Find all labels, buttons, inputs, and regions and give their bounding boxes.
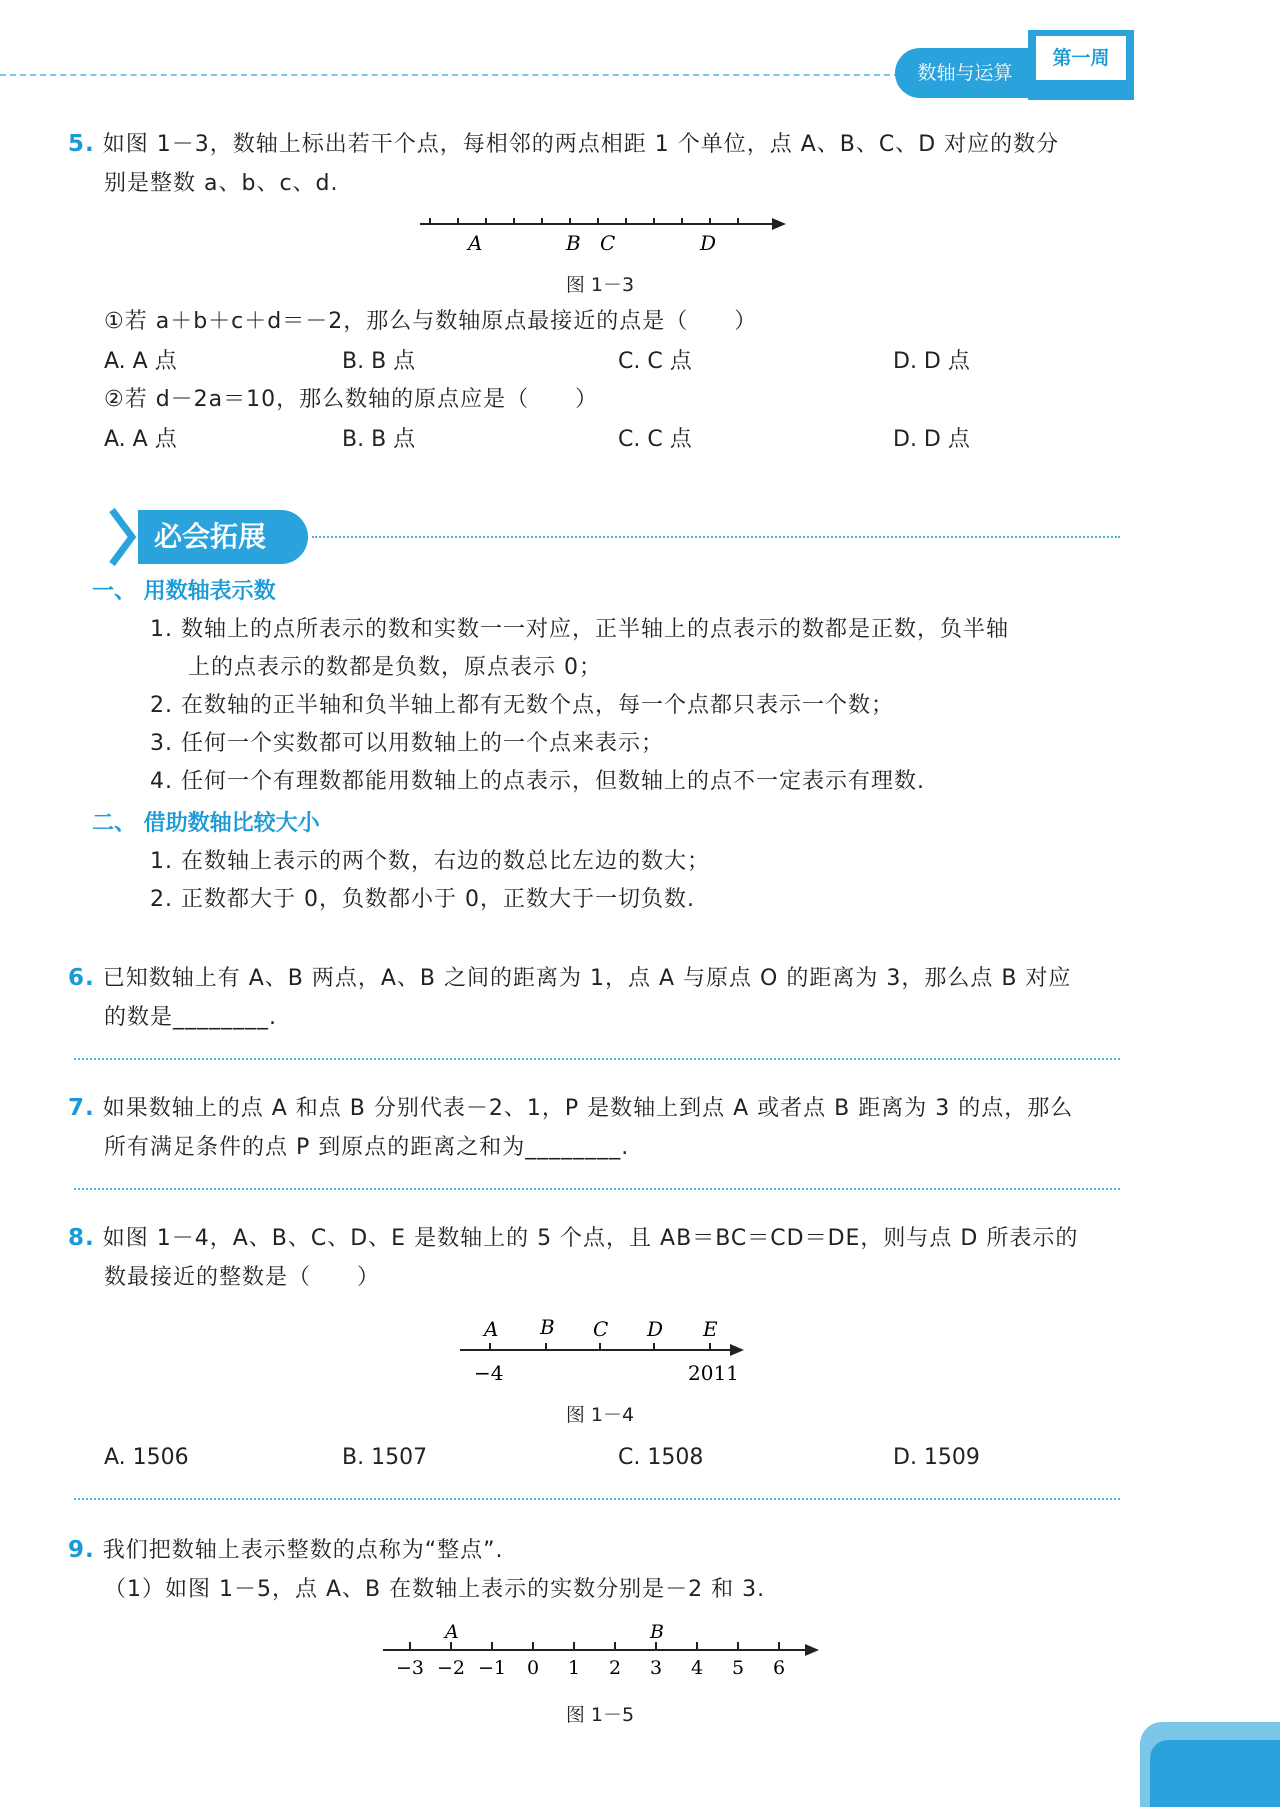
figure-1-4-number-line xyxy=(450,1312,750,1388)
divider-q8 xyxy=(74,1498,1120,1500)
fig15-tick-label: 4 xyxy=(690,1657,704,1679)
extension-banner xyxy=(138,510,308,564)
fig15-label-a: A xyxy=(445,1621,459,1643)
figure-1-5-number-line xyxy=(375,1620,825,1680)
q8-option-a: A. 1506 xyxy=(104,1445,189,1470)
fig14-value-left: −4 xyxy=(474,1361,504,1385)
q5-sub2-option-b: B. B 点 xyxy=(342,427,416,452)
extension-banner-title: 必会拓展 xyxy=(154,520,267,553)
fig15-label-b: B xyxy=(650,1621,664,1643)
q7-text-line2: 所有满足条件的点 P 到原点的距离之和为________. xyxy=(104,1135,630,1160)
header-dashed-line xyxy=(0,74,900,76)
q6-text-line1: 6. 已知数轴上有 A、B 两点，A、B 之间的距离为 1，点 A 与原点 O 的距离为 3，那么点 B 对应 xyxy=(68,965,1072,991)
fig15-tick-label: 1 xyxy=(567,1657,581,1679)
fig15-ticks xyxy=(410,1642,779,1650)
fig14-label-c: C xyxy=(593,1317,609,1341)
fig14-label-b: B xyxy=(540,1315,555,1339)
q5-sub2-option-d: D. D 点 xyxy=(893,427,970,452)
fig15-tick-label: 5 xyxy=(731,1657,745,1679)
fig14-label-a: A xyxy=(484,1317,499,1341)
q8-option-d: D. 1509 xyxy=(893,1445,980,1470)
section-1-title: 一、 用数轴表示数 xyxy=(92,579,276,604)
banner-dotted-line xyxy=(312,536,1120,538)
fig15-tick-label: −2 xyxy=(436,1657,466,1679)
figure-1-4-caption: 图 1－4 xyxy=(565,1404,635,1426)
section-1-item-3: 3. 任何一个实数都可以用数轴上的一个点来表示； xyxy=(150,731,664,756)
q9-text-line1: 9. 我们把数轴上表示整数的点称为“整点”. xyxy=(68,1537,504,1563)
chapter-title: 数轴与运算 xyxy=(917,62,1013,84)
fig14-label-e: E xyxy=(703,1317,718,1341)
section-1-item-4: 4. 任何一个有理数都能用数轴上的点表示，但数轴上的点不一定表示有理数. xyxy=(150,769,925,794)
fig14-value-right: 2011 xyxy=(688,1361,739,1385)
section-1-item-1-cont: 上的点表示的数都是负数，原点表示 0； xyxy=(188,655,602,680)
week-label: 第一周 xyxy=(1036,36,1126,80)
q9-number: 9. xyxy=(68,1537,95,1563)
q5-number: 5. xyxy=(68,131,95,157)
q5-sub1-option-d: D. D 点 xyxy=(893,349,970,374)
fig13-label-d: D xyxy=(700,231,717,255)
q5-sub2-question: ②若 d－2a＝10，那么数轴的原点应是（ ） xyxy=(104,387,599,412)
fig13-label-a: A xyxy=(468,231,483,255)
q5-text-line1: 5. 如图 1－3，数轴上标出若干个点，每相邻的两点相距 1 个单位，点 A、B、C、D 对应的数分 xyxy=(68,131,1060,157)
fig15-tick-label: 6 xyxy=(772,1657,786,1679)
divider-q6 xyxy=(74,1058,1120,1060)
q8-option-c: C. 1508 xyxy=(618,1445,704,1470)
banner-chevron-icon xyxy=(106,508,142,566)
fig15-tick-label: 3 xyxy=(649,1657,663,1679)
chapter-tab xyxy=(895,48,1035,98)
fig15-tick-label: 0 xyxy=(526,1657,540,1679)
section-1-item-2: 2. 在数轴的正半轴和负半轴上都有无数个点，每一个点都只表示一个数； xyxy=(150,693,894,718)
q5-text-line2: 别是整数 a、b、c、d. xyxy=(104,171,339,196)
q8-number: 8. xyxy=(68,1225,95,1251)
q5-sub2-option-c: C. C 点 xyxy=(618,427,692,452)
section-2-item-2: 2. 正数都大于 0，负数都小于 0，正数大于一切负数. xyxy=(150,887,695,912)
q5-sub1-option-c: C. C 点 xyxy=(618,349,692,374)
section-1-item-1: 1. 数轴上的点所表示的数和实数一一对应，正半轴上的点表示的数都是正数，负半轴 xyxy=(150,617,1009,642)
q5-sub2-option-a: A. A 点 xyxy=(104,427,177,452)
q5-sub1-question: ①若 a＋b＋c＋d＝－2，那么与数轴原点最接近的点是（ ） xyxy=(104,309,758,334)
divider-q7 xyxy=(74,1188,1120,1190)
fig13-label-c: C xyxy=(600,231,616,255)
figure-1-5-caption: 图 1－5 xyxy=(565,1704,635,1726)
section-2-title: 二、 借助数轴比较大小 xyxy=(92,811,320,836)
fig15-tick-label: −3 xyxy=(395,1657,425,1679)
fig14-label-d: D xyxy=(647,1317,664,1341)
q6-text-line2: 的数是________. xyxy=(104,1005,277,1030)
q6-number: 6. xyxy=(68,965,95,991)
q5-sub1-option-a: A. A 点 xyxy=(104,349,177,374)
q9-text-line2: （1）如图 1－5，点 A、B 在数轴上表示的实数分别是－2 和 3. xyxy=(104,1577,766,1602)
q8-option-b: B. 1507 xyxy=(342,1445,428,1470)
week-tab xyxy=(1028,30,1134,100)
fig15-tick-label: 2 xyxy=(608,1657,622,1679)
page-corner-tab-inner xyxy=(1150,1740,1280,1807)
fig13-label-b: B xyxy=(566,231,581,255)
figure-1-3-caption: 图 1－3 xyxy=(565,274,635,296)
q7-text-line1: 7. 如果数轴上的点 A 和点 B 分别代表－2、1，P 是数轴上到点 A 或者点 B 距离为 3 的点，那么 xyxy=(68,1095,1074,1121)
q8-text-line1: 8. 如图 1－4，A、B、C、D、E 是数轴上的 5 个点，且 AB＝BC＝CD＝DE，则与点 D 所表示的 xyxy=(68,1225,1079,1251)
fig15-tick-label: −1 xyxy=(477,1657,507,1679)
section-2-item-1: 1. 在数轴上表示的两个数，右边的数总比左边的数大； xyxy=(150,849,710,874)
q8-text-line2: 数最接近的整数是（ ） xyxy=(104,1265,381,1290)
figure-1-3-number-line xyxy=(410,210,790,260)
q5-sub1-option-b: B. B 点 xyxy=(342,349,416,374)
q7-number: 7. xyxy=(68,1095,95,1121)
